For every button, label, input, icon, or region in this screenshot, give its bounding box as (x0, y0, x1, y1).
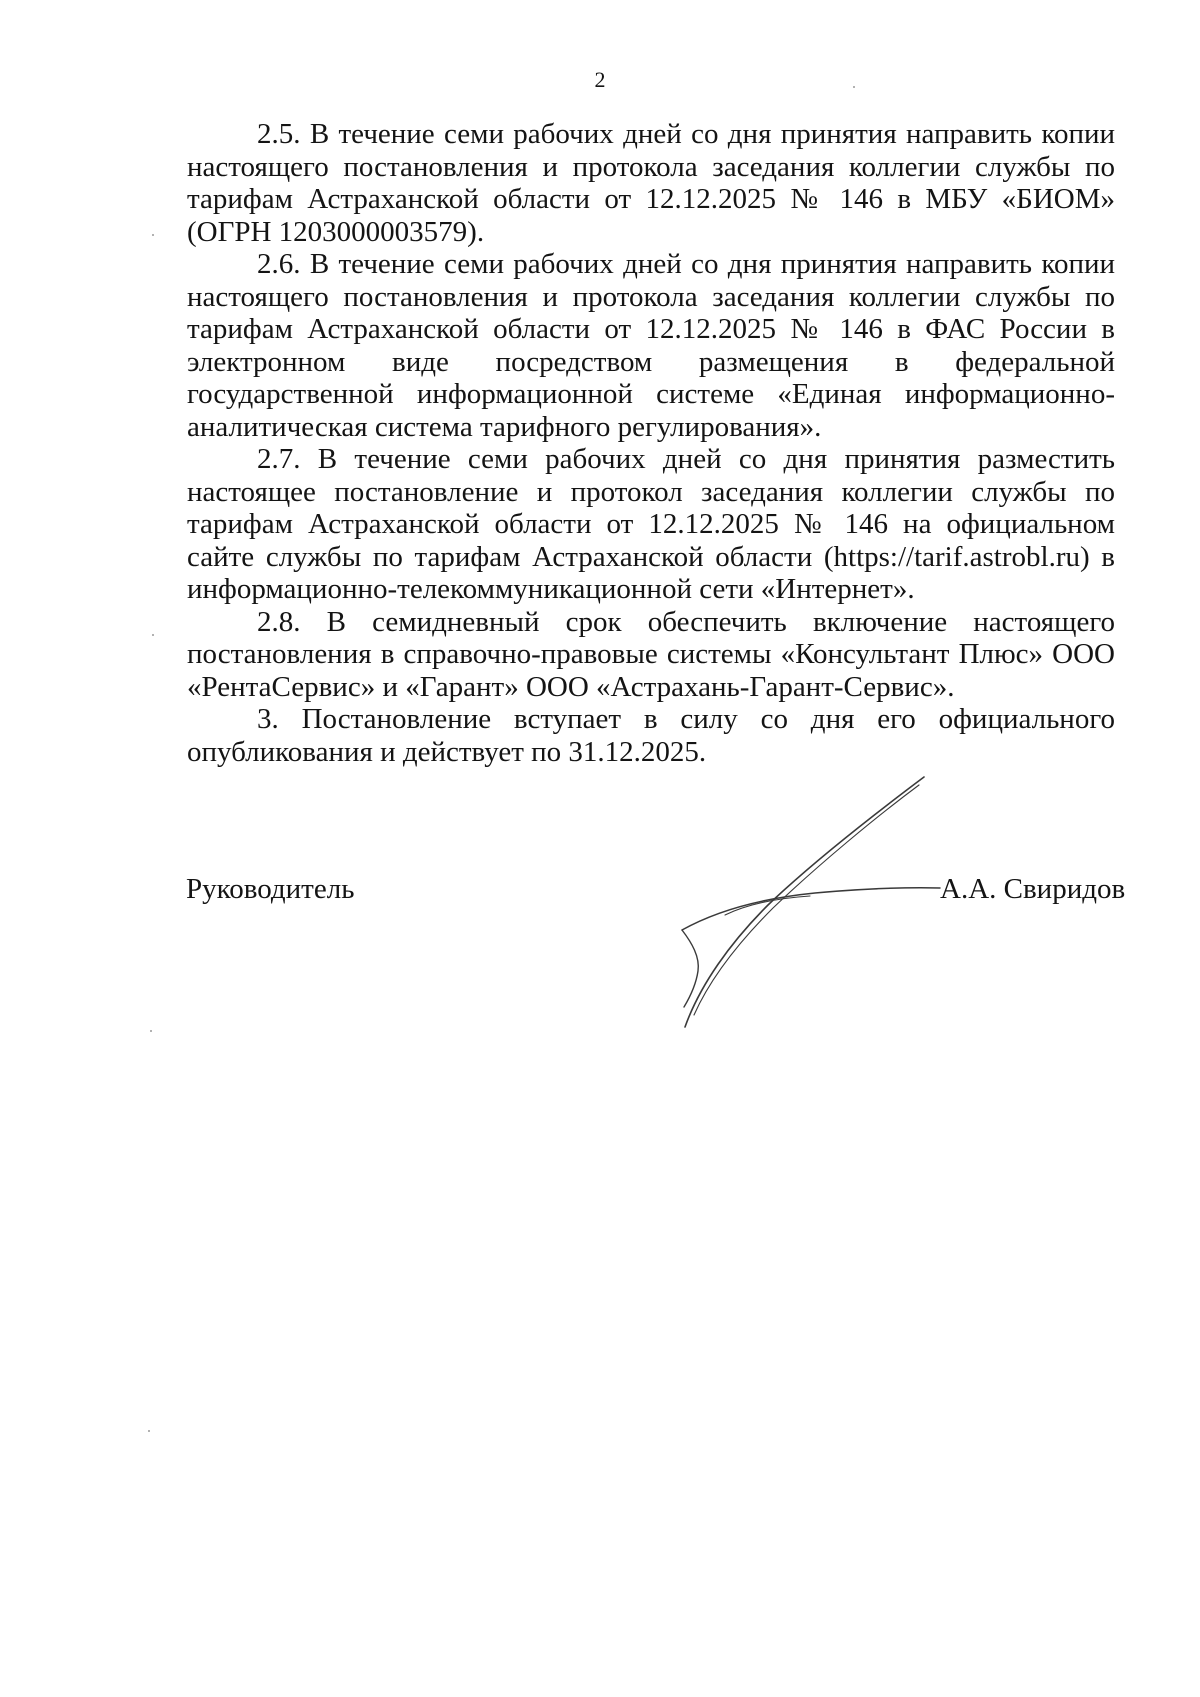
scan-speck (853, 86, 855, 88)
handwritten-signature (640, 765, 960, 1035)
paragraph-2-5: 2.5. В течение семи рабочих дней со дня принятия направить копии настоящего постановления и протокола заседания коллегии службы по тарифам Астраханской области от 12.12.2025 № 146 в МБУ «БИОМ» (ОГРН 1203000003579). (187, 118, 1115, 248)
paragraph-2-6: 2.6. В течение семи рабочих дней со дня принятия направить копии настоящего постановления и протокола заседания коллегии службы по тарифам Астраханской области от 12.12.2025 № 146 в ФАС России в электронном виде посредством размещения в федеральной государственной информационной системе «Единая информационно-аналитическая система тарифного регулирования». (187, 248, 1115, 443)
scan-speck (150, 1030, 152, 1032)
scan-speck (152, 634, 154, 636)
paragraph-2-8: 2.8. В семидневный срок обеспечить включение настоящего постановления в справочно-правовые системы «Консультант Плюс» ООО «РентаСервис» и «Гарант» ООО «Астрахань-Гарант-Сервис». (187, 605, 1115, 703)
scan-speck (152, 234, 154, 236)
signatory-name: А.А. Свиридов (940, 873, 1126, 905)
paragraph-3: 3. Постановление вступает в силу со дня его официального опубликования и действует по 31.12.2025. (187, 703, 1115, 768)
scan-speck (148, 1430, 150, 1432)
signature-stroke-long (685, 777, 924, 1027)
signature-stroke-hook (682, 930, 698, 1007)
signature-stroke-loop (682, 888, 940, 930)
signature-stroke-long-echo (694, 785, 919, 1015)
page-number: 2 (594, 67, 606, 92)
signatory-role: Руководитель (186, 873, 355, 905)
document-body (187, 118, 1115, 768)
paragraph-2-7: 2.7. В течение семи рабочих дней со дня принятия разместить настоящее постановление и протокол заседания коллегии службы по тарифам Астраханской области от 12.12.2025 № 146 на официальном сайте службы по тарифам Астраханской области (https://tarif.astrobl.ru) в информационно-телекоммуникационной сети «Интернет». (187, 443, 1115, 605)
